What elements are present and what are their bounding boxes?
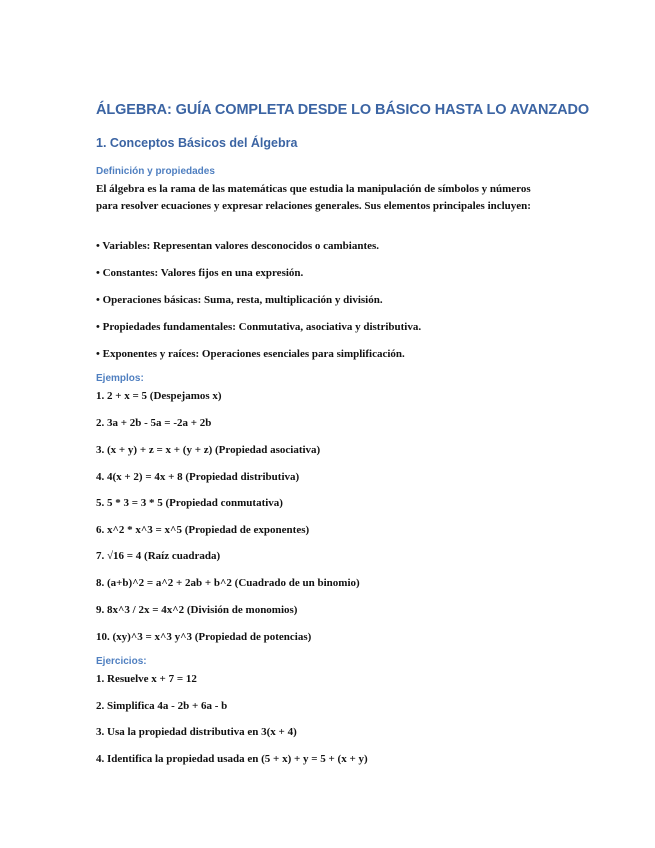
example-item: 1. 2 + x = 5 (Despejamos x) <box>96 390 222 402</box>
section-heading: 1. Conceptos Básicos del Álgebra <box>96 136 298 150</box>
example-item: 7. √16 = 4 (Raíz cuadrada) <box>96 550 221 562</box>
example-item: 10. (xy)^3 = x^3 y^3 (Propiedad de potencias) <box>96 631 312 643</box>
example-item: 6. x^2 * x^3 = x^5 (Propiedad de exponentes) <box>96 524 310 536</box>
definition-intro: El álgebra es la rama de las matemáticas que estudia la manipulación de símbolos y números para resolver ecuaciones y expresar relaciones generales. Sus elementos principales incluyen: <box>96 183 531 212</box>
example-item: 9. 8x^3 / 2x = 4x^2 (División de monomios) <box>96 604 298 616</box>
exercise-item: 4. Identifica la propiedad usada en (5 + x) + y = 5 + (x + y) <box>96 753 368 765</box>
bullet-item: • Variables: Representan valores desconocidos o cambiantes. <box>96 240 380 252</box>
bullet-item: • Propiedades fundamentales: Conmutativa, asociativa y distributiva. <box>96 321 422 333</box>
exercise-item: 3. Usa la propiedad distributiva en 3(x + 4) <box>96 726 297 738</box>
exercises-heading: Ejercicios: <box>96 656 147 667</box>
example-item: 3. (x + y) + z = x + (y + z) (Propiedad asociativa) <box>96 444 321 456</box>
exercise-item: 2. Simplifica 4a - 2b + 6a - b <box>96 700 228 712</box>
examples-heading: Ejemplos: <box>96 373 144 384</box>
example-item: 2. 3a + 2b - 5a = -2a + 2b <box>96 417 212 429</box>
definition-heading: Definición y propiedades <box>96 166 215 177</box>
bullet-item: • Operaciones básicas: Suma, resta, multiplicación y división. <box>96 294 383 306</box>
bullet-item: • Exponentes y raíces: Operaciones esenciales para simplificación. <box>96 348 405 360</box>
example-item: 5. 5 * 3 = 3 * 5 (Propiedad conmutativa) <box>96 497 283 509</box>
exercise-item: 1. Resuelve x + 7 = 12 <box>96 673 197 685</box>
bullet-item: • Constantes: Valores fijos en una expresión. <box>96 267 304 279</box>
example-item: 4. 4(x + 2) = 4x + 8 (Propiedad distributiva) <box>96 471 300 483</box>
example-item: 8. (a+b)^2 = a^2 + 2ab + b^2 (Cuadrado de un binomio) <box>96 577 360 589</box>
document-title: ÁLGEBRA: GUÍA COMPLETA DESDE LO BÁSICO HASTA LO AVANZADO <box>96 102 590 118</box>
